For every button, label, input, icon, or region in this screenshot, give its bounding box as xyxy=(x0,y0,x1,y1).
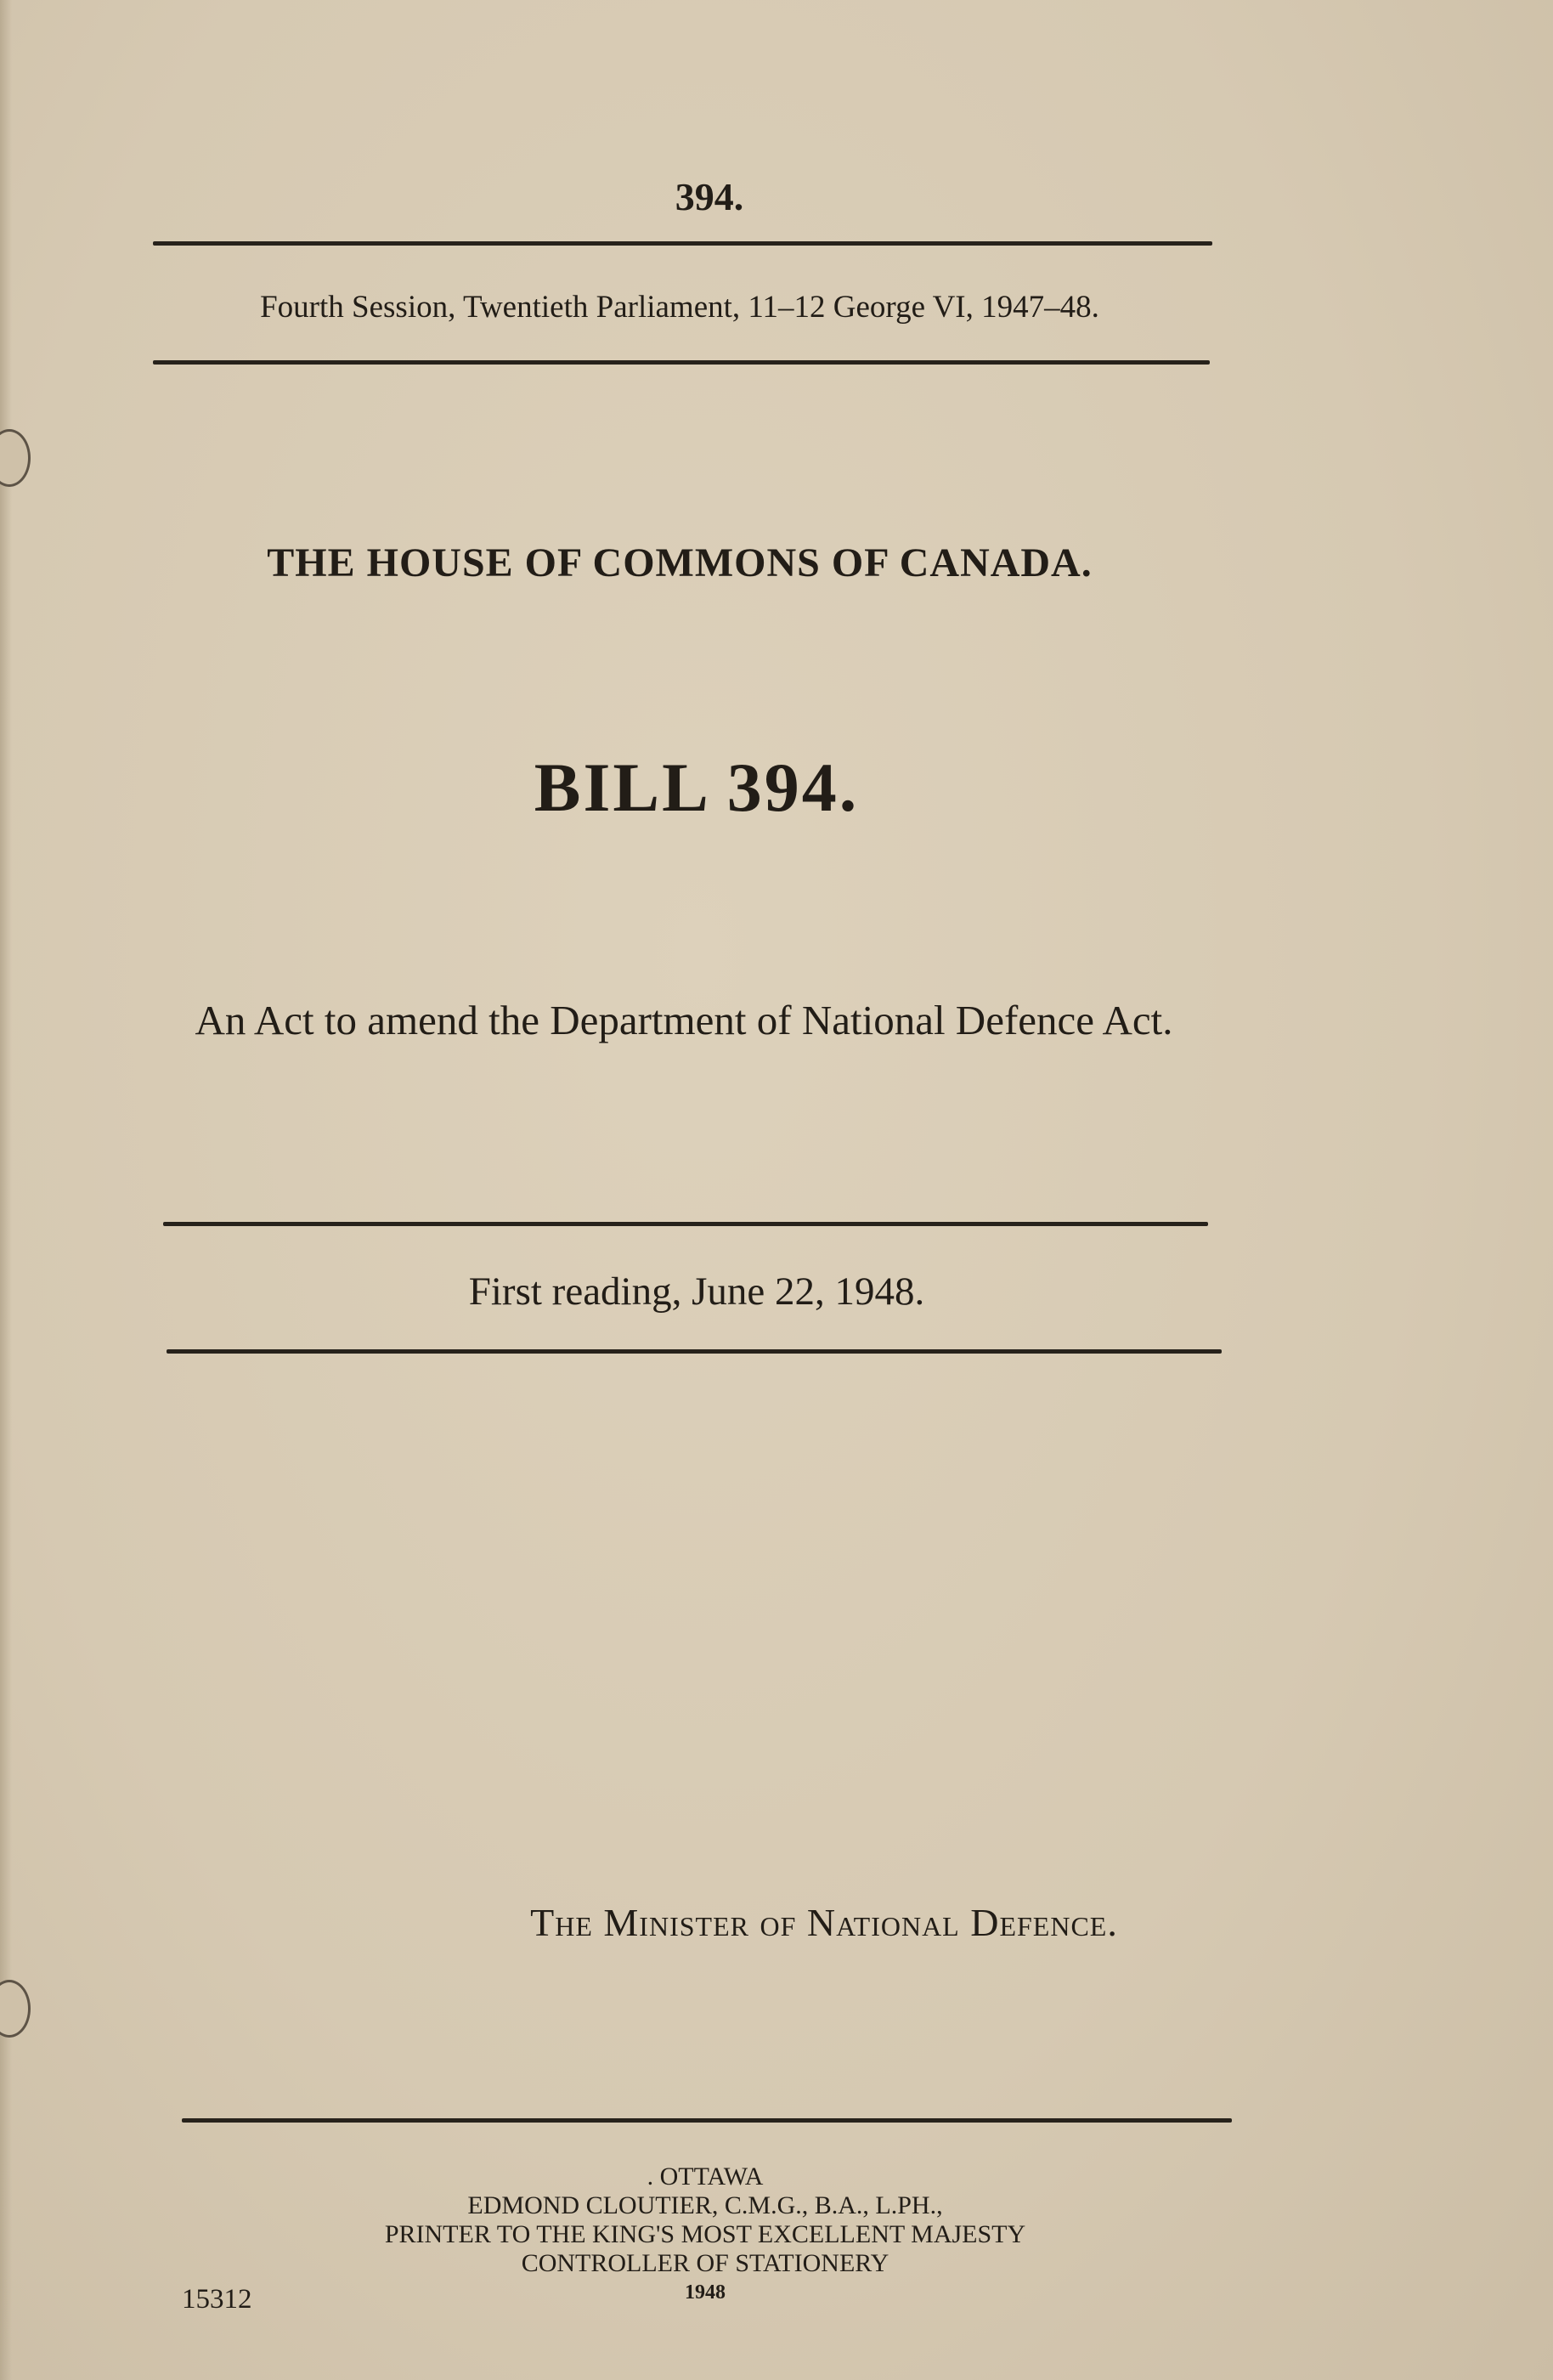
imprint-title: PRINTER TO THE KING'S MOST EXCELLENT MAJESTY xyxy=(384,2220,1026,2248)
printer-imprint xyxy=(255,2162,1155,2307)
house-heading: THE HOUSE OF COMMONS OF CANADA. xyxy=(267,540,1093,585)
rule-below-first-reading xyxy=(167,1349,1222,1354)
rule-below-session xyxy=(153,360,1210,365)
punch-hole-upper xyxy=(0,429,31,487)
rule-above-session xyxy=(153,241,1212,246)
rule-above-imprint xyxy=(182,2118,1232,2123)
print-code: 15312 xyxy=(182,2284,252,2315)
imprint-city: . OTTAWA xyxy=(647,2162,764,2191)
act-description: An Act to amend the Department of National Defence Act. xyxy=(195,997,1173,1043)
imprint-office: CONTROLLER OF STATIONERY xyxy=(521,2249,889,2277)
session-line: Fourth Session, Twentieth Parliament, 11–12 George VI, 1947–48. xyxy=(260,290,1099,325)
punch-hole-lower xyxy=(0,1980,31,2038)
bill-number-header: 394. xyxy=(675,175,744,218)
imprint-printer: EDMOND CLOUTIER, C.M.G., B.A., L.PH., xyxy=(467,2191,943,2219)
imprint-year: 1948 xyxy=(685,2281,726,2304)
first-reading-date: First reading, June 22, 1948. xyxy=(468,1269,925,1314)
sponsoring-minister: The Minister of National Defence. xyxy=(530,1901,1118,1944)
rule-above-first-reading xyxy=(163,1222,1208,1226)
bill-title: BILL 394. xyxy=(534,749,860,826)
